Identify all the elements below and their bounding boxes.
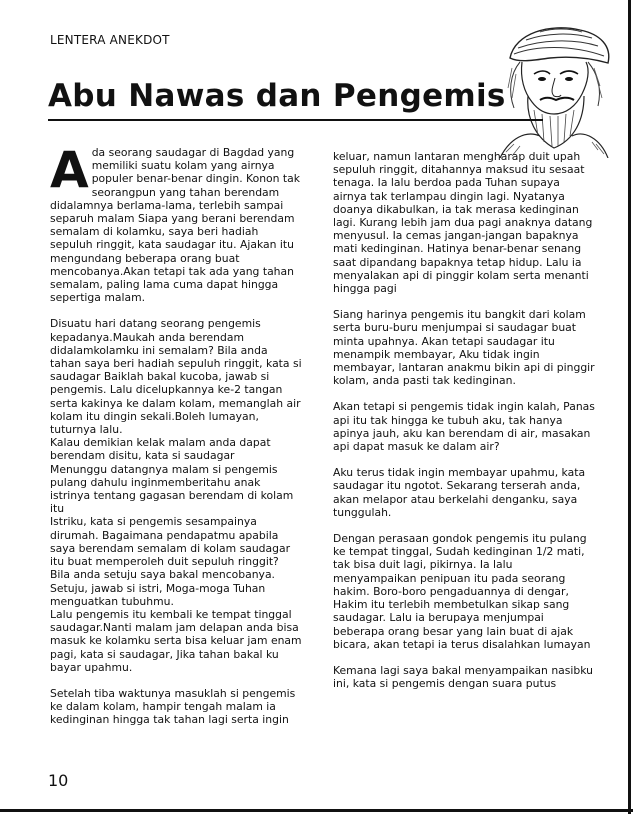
paragraph: Setuju, jawab si istri, Moga-moga Tuhan menguatkan tubuhmu. (50, 581, 266, 608)
paragraph: Aku terus tidak ingin membayar upahmu, kata saudagar itu ngotot. Sekarang terserah anda, akan melapor atau berkelahi denganku, saya tunggulah. (333, 466, 586, 519)
page-number: 10 (48, 771, 69, 790)
article-column-right (333, 150, 595, 690)
paragraph: Siang harinya pengemis itu bangkit dari kolam serta buru-buru menjumpai si saudagar buat minta upahnya. Akan tetapi saudagar itu menampik membayar, Aku tidak ingin membayar, lantaran anakmu bikin api di pinggir kolam, anda pasti tak kedinginan. (333, 308, 595, 388)
paragraph: Kalau demikian kelak malam anda dapat berendam disitu, kata si saudagar (50, 436, 271, 463)
paragraph: Setelah tiba waktunya masuklah si pengemis ke dalam kolam, hampir tengah malam ia kedinginan hingga tak tahan lagi serta ingin (50, 686, 296, 727)
article-title: Abu Nawas dan Pengemis (48, 78, 506, 114)
paragraph: Disuatu hari datang seorang pengemis kepadanya.Maukah anda berendam didalamkolamku ini semalam? Bila anda tahan saya beri hadiah sepuluh ringgit, kata si saudagar Baiklah bakal kucoba, jawab si pengemis. Lalu dicelupkannya ke-2 tangan serta kakinya ke dalam kolam, memanglah air kolam itu dingin sekali.Boleh lumayan, tuturnya lalu. (50, 317, 302, 437)
paragraph: Istriku, kata si pengemis sesampainya dirumah. Bagaimana pendapatmu apabila saya berendam semalam di kolam saudagar itu buat memperoleh duit sepuluh ringgit? Bila anda setuju saya bakal mencobanya. (50, 515, 291, 582)
paragraph: da seorang saudagar di Bagdad yang memiliki suatu kolam yang airnya populer benar-benar dingin. Konon tak seorangpun yang tahan berendam didalamnya berlama-lama, terlebih sampai separuh malam Siapa yang berani berendam semalam di kolamku, saya beri hadiah sepuluh ringgit, kata saudagar itu. Ajakan itu mengundang beberapa orang buat mencobanya.Akan tetapi tak ada yang tahan semalam, paling lama cuma dapat hingga sepertiga malam. (50, 146, 301, 305)
paragraph: Lalu pengemis itu kembali ke tempat tinggal saudagar.Nanti malam jam delapan anda bisa masuk ke kolamku serta bisa keluar jam enam pagi, kata si saudagar, Jika tahan bakal ku bayar upahmu. (50, 607, 302, 674)
paragraph: Akan tetapi si pengemis tidak ingin kalah, Panas api itu tak hingga ke tubuh aku, tak hanya apinya jauh, aku kan berendam di air, masakan api dapat masuk ke dalam air? (333, 400, 595, 454)
title-underline (48, 119, 543, 121)
page-frame-bottom (0, 809, 633, 812)
page-frame-right (628, 0, 631, 814)
article-column-left (50, 141, 302, 727)
paragraph: keluar, namun lantaran mengharap duit upah sepuluh ringgit, ditahannya maksud itu sesaat tenaga. Ia lalu berdoa pada Tuhan supaya airnya tak terlampau dingin lagi. Nyatanya doanya dikabulkan, ia tak merasa kedinginan lagi. Kurang lebih jam dua pagi anaknya datang menyusul. Ia cemas jangan-jangan bapaknya mati kedinginan. Hatinya benar-benar senang saat dipandang bapaknya tetap hidup. Lalu ia menyalakan api di pinggir kolam serta menanti hingga pagi (333, 150, 593, 296)
paragraph: Dengan perasaan gondok pengemis itu pulang ke tempat tinggal, Sudah kedinginan 1/2 mati, tak bisa duit lagi, pikirnya. Ia lalu menyampaikan penipuan itu pada seorang hakim. Boro-boro pengaduannya di dengar, Hakim itu terlebih membetulkan sikap sang saudagar. Lalu ia berupaya menjumpai beberapa orang besar yang lain buat di ajak bicara, akan tetapi ia terus disalahkan lumayan (333, 532, 591, 651)
paragraph: Kemana lagi saya bakal menyampaikan nasibku ini, kata si pengemis dengan suara putus (333, 663, 594, 691)
section-label: LENTERA ANEKDOT (50, 33, 170, 47)
paragraph: Menunggu datangnya malam si pengemis pulang dahulu inginmemberitahu anak istrinya tentang gagasan berendam di kolam itu (50, 462, 294, 516)
drop-cap: A (50, 141, 89, 199)
